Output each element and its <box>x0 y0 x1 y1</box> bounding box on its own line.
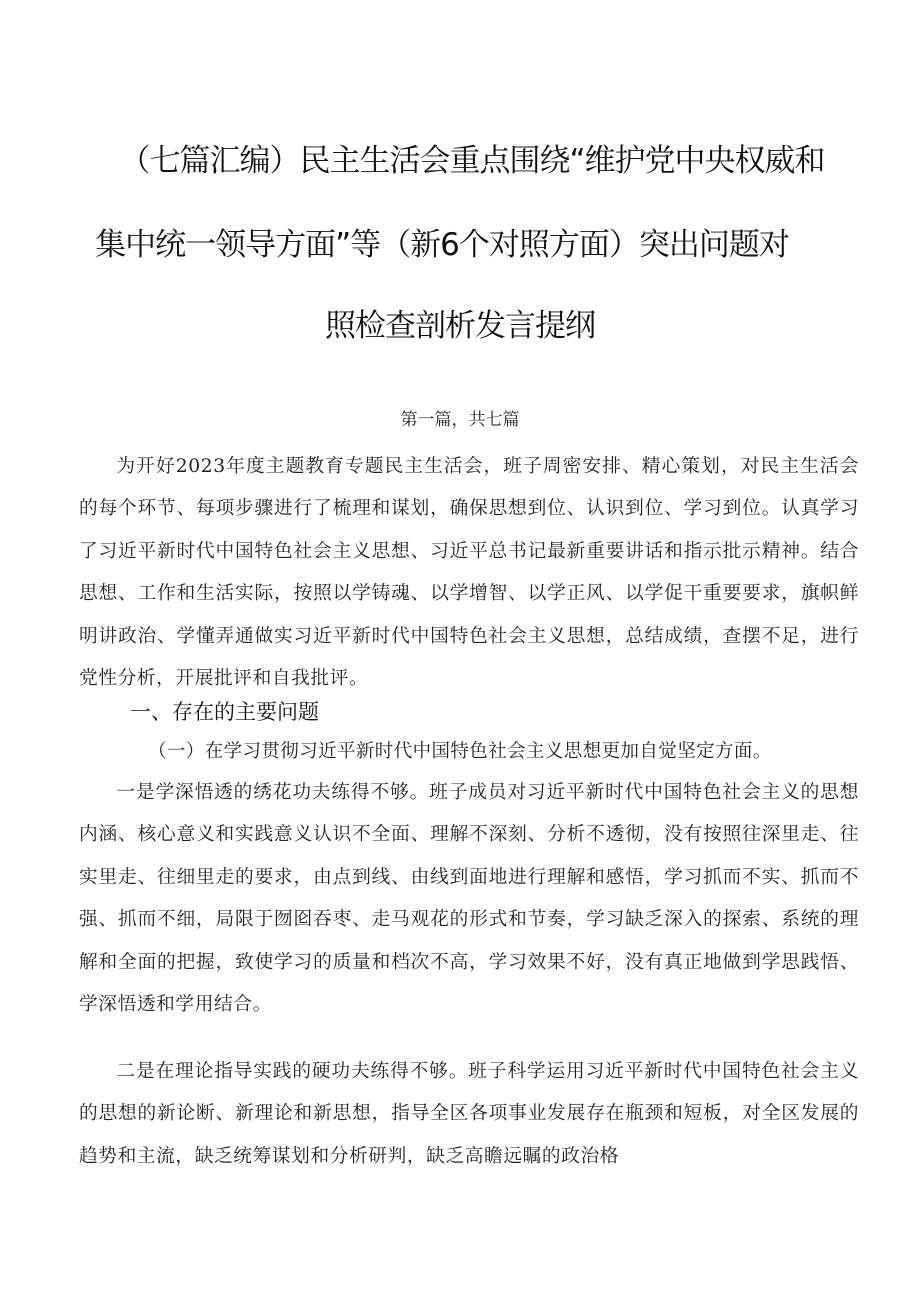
document-title-line-2: 集中统一领导方面”等（新6个对照方面）突出问题对 <box>95 227 789 263</box>
document-subtitle: 第一篇，共七篇 <box>400 410 520 430</box>
intro-paragraph: 为开好2023年度主题教育专题民主生活会，班子周密安排、精心策划，对民主生活会的每个环节、每项步骤进行了梳理和谋划，确保思想到位、认识到位、学习到位。认真学习了习近平新时代中国特色社会主义思想、习近平总书记最新重要讲话和指示批示精神。结合思想、工作和生活实际，按照以学铸魂、以学增智、以学正风、以学促干重要要求，旗帜鲜明讲政治、学懂弄通做实习近平新时代中国特色社会主义思想，总结成绩，查摆不足，进行党性分析，开展批评和自我批评。 <box>79 456 859 690</box>
problem-paragraph-1: 一是学深悟透的绣花功夫练得不够。班子成员对习近平新时代中国特色社会主义的思想内涵、核心意义和实践意义认识不全面、理解不深刻、分析不透彻，没有按照往深里走、往实里走、往细里走的要求，由点到线、由线到面地进行理解和感悟，学习抓而不实、抓而不强、抓而不细，局限于囫囵吞枣、走马观花的形式和节奏，学习缺乏深入的探索、系统的理解和全面的把握，致使学习的质量和档次不高，学习效果不好，没有真正地做到学思践悟、学深悟透和学用结合。 <box>79 782 859 1016</box>
section-heading: 一、存在的主要问题 <box>130 700 319 724</box>
subsection-heading: （一）在学习贯彻习近平新时代中国特色社会主义思想更加自觉坚定方面。 <box>148 741 772 762</box>
document-title-line-3: 照检查剖析发言提纲 <box>325 308 595 344</box>
problem-paragraph-2: 二是在理论指导实践的硬功夫练得不够。班子科学运用习近平新时代中国特色社会主义的思想的新论断、新理论和新思想，指导全区各项事业发展存在瓶颈和短板，对全区发展的趋势和主流，缺乏统筹谋划和分析研判，缺乏高瞻远瞩的政治格 <box>79 1061 859 1167</box>
document-title-line-1: （七篇汇编）民主生活会重点围绕“维护党中央权威和 <box>119 143 825 179</box>
